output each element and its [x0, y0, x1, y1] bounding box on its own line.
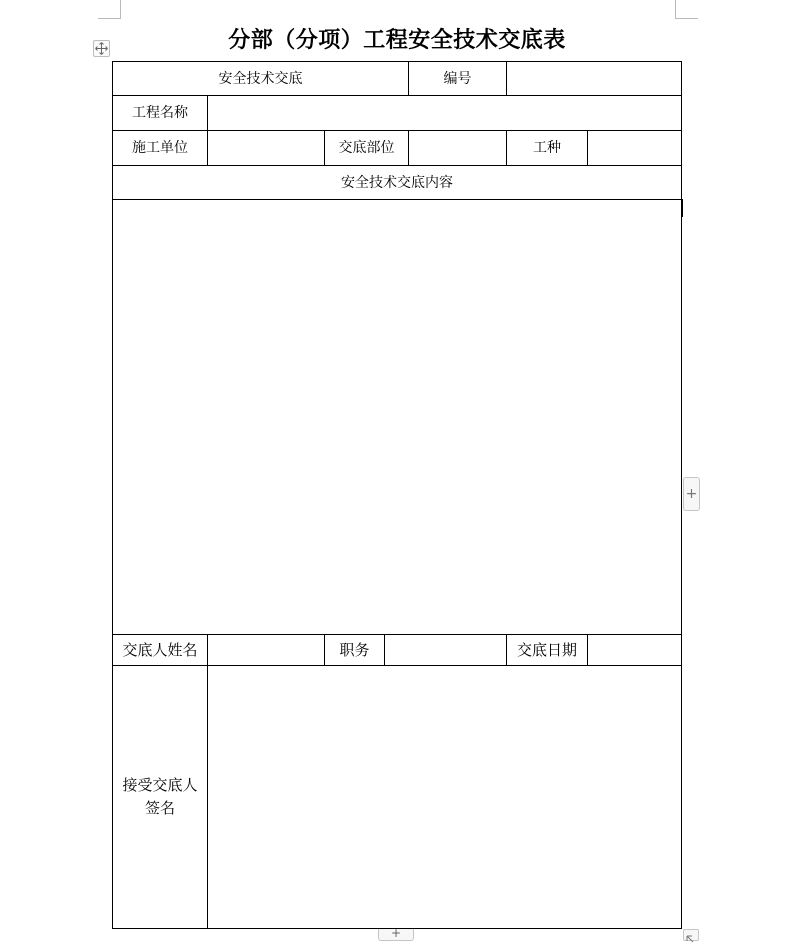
position-label-cell: 职务 — [339, 641, 370, 659]
receiver-signature-label-cell — [113, 666, 207, 928]
handover-date-label-cell: 交底日期 — [516, 641, 577, 659]
project-name-label-cell: 工程名称 — [132, 105, 188, 121]
presenter-name-value-cell[interactable] — [208, 635, 324, 665]
receiver-signature-value-cell[interactable] — [208, 666, 681, 928]
header-label-cell: 安全技术交底 — [218, 70, 303, 87]
trade-label-cell: 工种 — [533, 140, 561, 156]
construction-unit-value-cell[interactable] — [208, 131, 324, 165]
content-header-cell: 安全技术交底内容 — [341, 174, 453, 191]
presenter-name-label-cell: 交底人姓名 — [122, 641, 198, 659]
trade-value-cell[interactable] — [588, 131, 681, 165]
handover-date-value-cell[interactable] — [588, 635, 681, 665]
document-title: 分部（分项）工程安全技术交底表 — [228, 27, 566, 53]
table-move-handle-icon[interactable] — [93, 40, 110, 57]
safety-briefing-table — [112, 61, 682, 929]
receiver-signature-label-line2: 签名 — [144, 799, 175, 817]
position-value-cell[interactable] — [385, 635, 506, 665]
table-resize-handle-icon[interactable] — [683, 929, 699, 941]
page-corner-mark-top-left — [98, 0, 121, 19]
construction-unit-label-cell: 施工单位 — [132, 140, 188, 156]
plus-icon: + — [390, 929, 402, 940]
number-value-cell[interactable] — [507, 62, 681, 95]
add-column-button[interactable]: + — [683, 477, 700, 511]
project-name-value-cell[interactable] — [208, 96, 681, 130]
page-corner-mark-top-right — [675, 0, 698, 19]
add-row-button[interactable] — [378, 929, 414, 941]
receiver-signature-label-line1: 接受交底人 — [122, 776, 198, 794]
handover-location-value-cell[interactable] — [409, 131, 506, 165]
number-label-cell: 编号 — [443, 70, 472, 87]
content-body-cell[interactable] — [113, 200, 681, 634]
text-cursor — [681, 199, 683, 217]
handover-location-label-cell: 交底部位 — [338, 140, 395, 156]
